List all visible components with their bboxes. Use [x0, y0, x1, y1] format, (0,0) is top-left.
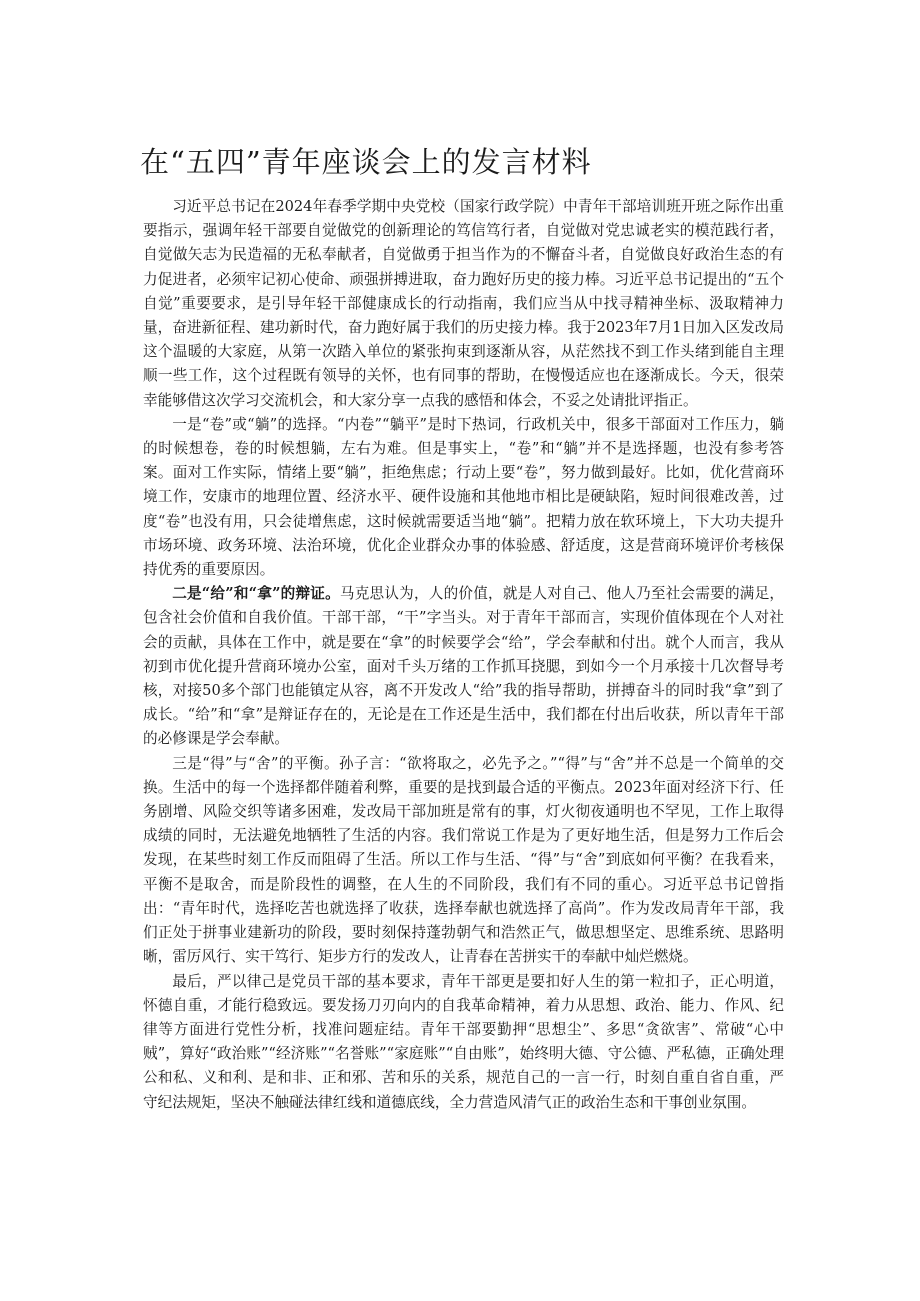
- paragraph-conclusion: [143, 970, 784, 1115]
- document-title: 在“五四”青年座谈会上的发言材料: [140, 145, 592, 179]
- paragraph-point-1: [143, 413, 784, 582]
- paragraph-text: “内卷”“躺平”是时下热词，行政机关中，很多干部面对工作压力，躺的时候想卷，卷的时候想躺，左右为难。但是事实上，“卷”和“躺”并不是选择题，也没有参考答案。面对工作实际，情绪上要“躺”，拒绝焦虑；行动上要“卷”，努力做到最好。比如，优化营商环境工作，安康市的地理位置、经济水平、硬件设施和其他地市相比是硬缺陷，短时间很难改善，过度“卷”也没有用，只会徒增焦虑，这时候就需要适当地“躺”。把精力放在软环境上，下大功夫提升市场环境、政务环境、法治环境，优化企业群众办事的体验感、舒适度，这是营商环境评价考核保持优秀的重要原因。: [143, 415, 784, 579]
- paragraph-point-2: [143, 582, 784, 751]
- paragraph-lead: 二是“给”和“拿”的辩证。: [172, 585, 340, 603]
- document-body: [143, 195, 784, 1115]
- paragraph-intro: [143, 195, 784, 413]
- paragraph-lead: 一是“卷”或“躺”的选择。: [172, 415, 338, 433]
- paragraph-text: 习近平总书记在2024年春季学期中央党校（国家行政学院）中青年干部培训班开班之际作出重要指示，强调年轻干部要自觉做党的创新理论的笃信笃行者，自觉做对党忠诚老实的模范践行者，自觉做矢志为民造福的无私奉献者，自觉做勇于担当作为的不懈奋斗者，自觉做良好政治生态的有力促进者，必须牢记初心使命、顽强拼搏进取，奋力跑好历史的接力棒。习近平总书记提出的“五个自觉”重要要求，是引导年轻干部健康成长的行动指南，我们应当从中找寻精神坐标、汲取精神力量，奋进新征程、建功新时代，奋力跑好属于我们的历史接力棒。我于2023年7月1日加入区发改局这个温暖的大家庭，从第一次踏入单位的紧张拘束到逐渐从容，从茫然找不到工作头绪到能自主理顺一些工作，这个过程既有领导的关怀，也有同事的帮助，在慢慢适应也在逐渐成长。今天，很荣幸能够借这次学习交流机会，和大家分享一点我的感悟和体会，不妥之处请批评指正。: [143, 198, 784, 409]
- paragraph-text: 孙子言：“欲将取之，必先予之。”“得”与“舍”并不总是一个简单的交换。生活中的每一个选择都伴随着利弊，重要的是找到最合适的平衡点。2023年面对经济下行、任务剧增、风险交织等诸多困难，发改局干部加班是常有的事，灯火彻夜通明也不罕见，工作上取得成绩的同时，无法避免地牺牲了生活的内容。我们常说工作是为了更好地生活，但是努力工作后会发现，在某些时刻工作反而阻碍了生活。所以工作与生活、“得”与“舍”到底如何平衡？在我看来，平衡不是取舍，而是阶段性的调整，在人生的不同阶段，我们有不同的重心。习近平总书记曾指出：“青年时代，选择吃苦也就选择了收获，选择奉献也就选择了高尚”。作为发改局青年干部，我们正处于拼事业建新功的阶段，要时刻保持蓬勃朝气和浩然正气，做思想坚定、思维系统、思路明晰，雷厉风行、实干笃行、矩步方行的发改人，让青春在苦拼实干的奉献中灿烂燃烧。: [143, 754, 784, 966]
- paragraph-point-3: [143, 752, 784, 970]
- paragraph-lead: 三是“得”与“舍”的平衡。: [172, 754, 340, 772]
- paragraph-text: 最后，严以律己是党员干部的基本要求，青年干部更是要扣好人生的第一粒扣子，正心明道，怀德自重，才能行稳致远。要发扬刀刃向内的自我革命精神，着力从思想、政治、能力、作风、纪律等方面进行党性分析，找准问题症结。青年干部要勤押“思想尘”、多思“贪欲害”、常破“心中贼”，算好“政治账”“经济账”“名誉账”“家庭账”“自由账”，始终明大德、守公德、严私德，正确处理公和私、义和利、是和非、正和邪、苦和乐的关系，规范自己的一言一行，时刻自重自省自重，严守纪法规矩，坚决不触碰法律红线和道德底线，全力营造风清气正的政治生态和干事创业氛围。: [143, 972, 784, 1111]
- paragraph-text: 马克思认为，人的价值，就是人对自己、他人乃至社会需要的满足，包含社会价值和自我价值。干部干部，“干”字当头。对于青年干部而言，实现价值体现在个人对社会的贡献，具体在工作中，就是要在“拿”的时候要学会“给”，学会奉献和付出。就个人而言，我从初到市优化提升营商环境办公室，面对千头万绪的工作抓耳挠腮，到如今一个月承接十几次督导考核，对接50多个部门也能镇定从容，离不开发改人“给”我的指导帮助，拼搏奋斗的同时我“拿”到了成长。“给”和“拿”是辩证存在的，无论是在工作还是生活中，我们都在付出后收获，所以青年干部的必修课是学会奉献。: [143, 585, 784, 748]
